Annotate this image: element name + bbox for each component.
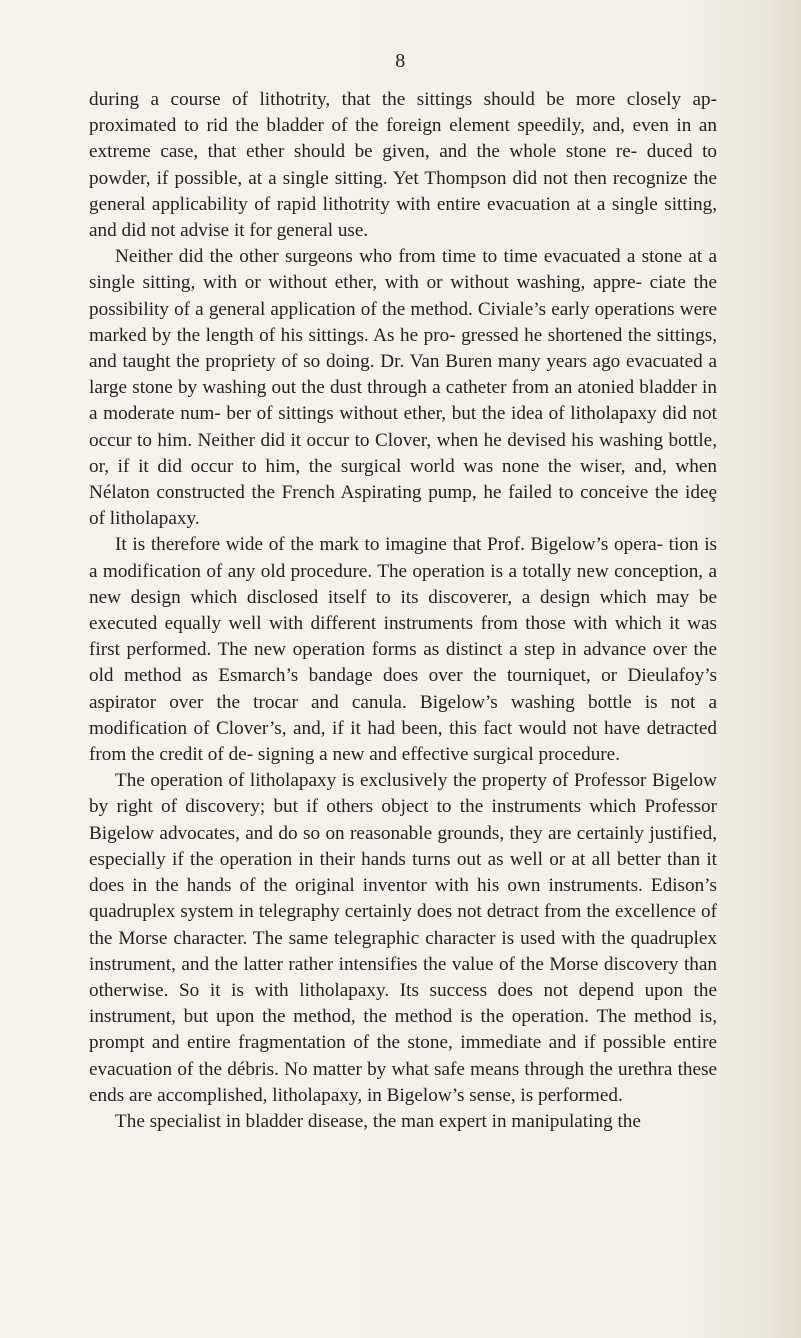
page-number: 8 (395, 50, 406, 72)
paragraph-other-surgeons: Neither did the other surgeons who from time to time evacuated a stone at a single sitting, with or without ether, with or without washing, appre- ciate the possibility of a general application of the method. Civiale’s early operations were marked by the length of his sittings. As he pro- gressed he shortened the sittings, and taught the propriety of so doing. Dr. Van Buren many years ago evacuated a large stone by washing out the dust through a catheter from an atonied bladder in a moderate num- ber of sittings without ether, but the idea of litholapaxy did not occur to him. Neither did it occur to Clover, when he devised his washing bottle, or, if it did occur to him, the surgical world was none the wiser, and, when Nélaton constructed the French Aspirating pump, he failed to conceive the ideȩ of litholapaxy. (89, 246, 717, 530)
paragraph-litholapaxy-property: The operation of litholapaxy is exclusively the property of Professor Bigelow by right of discovery; but if others object to the instruments which Professor Bigelow advocates, and do so on reasonable grounds, they are certainly justified, especially if the operation in their hands turns out as well or at all better than it does in the hands of the original inventor with his own instruments. Edison’s quadruplex system in telegraphy certainly does not detract from the excellence of the Morse character. The same telegraphic character is used with the quadruplex instrument, and the latter rather intensifies the value of the Morse discovery than otherwise. So it is with litholapaxy. Its success does not depend upon the instrument, but upon the method, the method is the operation. The method is, prompt and entire fragmentation of the stone, immediate and if possible entire evacuation of the débris. No matter by what safe means through the urethra these ends are accomplished, litholapaxy, in Bigelow’s sense, is performed. (89, 770, 717, 1106)
paragraph-thompson-lithotrity: during a course of lithotrity, that the sittings should be more closely ap- proximated to rid the bladder of the foreign element speedily, and, even in an extreme case, that ether should be given, and the whole stone re- duced to powder, if possible, at a single sitting. Yet Thompson did not then recognize the general applicability of rapid lithotrity with entire evacuation at a single sitting, and did not advise it for general use. (89, 89, 717, 242)
body-text (89, 87, 717, 1135)
paragraph-bigelow-operation: It is therefore wide of the mark to imagine that Prof. Bigelow’s opera- tion is a modification of any old procedure. The operation is a totally new conception, a new design which disclosed itself to its discoverer, a design which may be executed equally well with different instruments from those with which it was first performed. The new operation forms as distinct a step in advance over the old method as Esmarch’s bandage does over the tourniquet, or Dieulafoy’s aspirator over the trocar and canula. Bigelow’s washing bottle is not a modification of Clover’s, and, if it had been, this fact would not have detracted from the credit of de- signing a new and effective surgical procedure. (89, 534, 717, 766)
paragraph-specialist: The specialist in bladder disease, the man expert in manipulating the (115, 1110, 641, 1132)
